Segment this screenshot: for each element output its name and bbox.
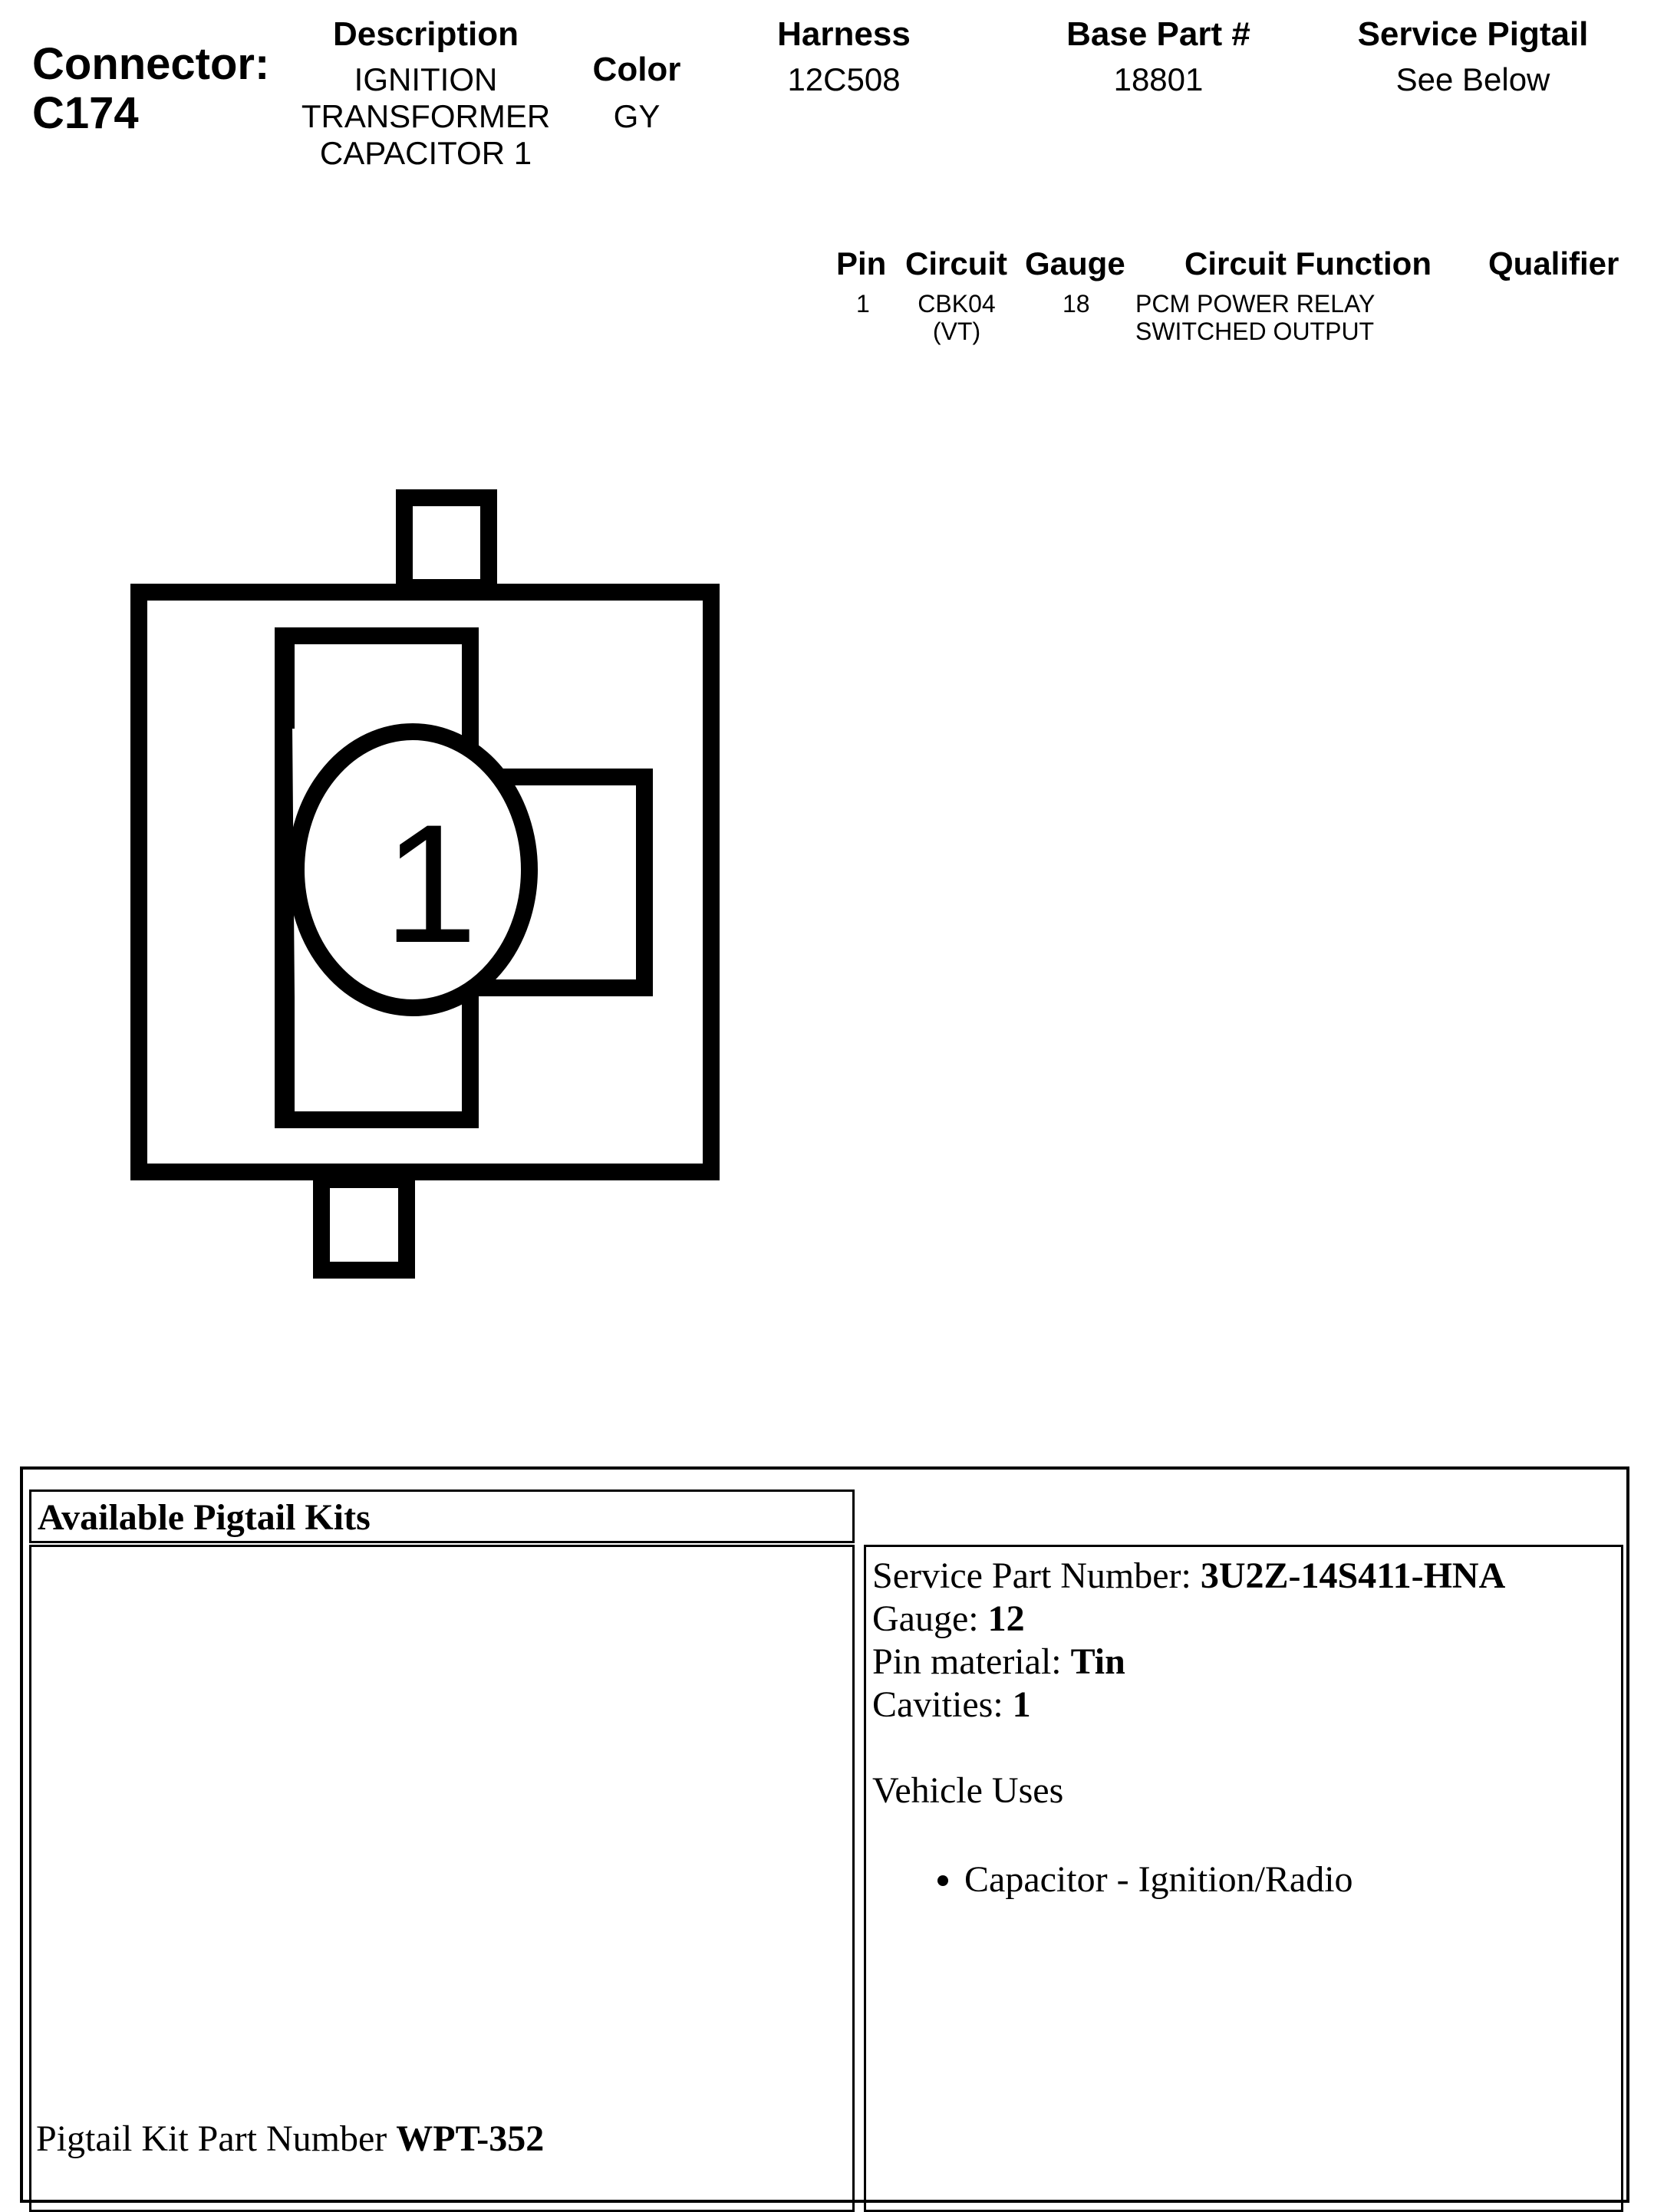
service-part-number: 3U2Z-14S411-HNA	[1200, 1555, 1506, 1596]
color-header: Color	[592, 51, 681, 88]
description-header: Description	[332, 15, 519, 53]
pin-row-function-line-2: SWITCHED OUTPUT	[1135, 318, 1375, 345]
cavities-line	[872, 1684, 1505, 1726]
kits-right-cell	[864, 1545, 1623, 2212]
description-line-1: IGNITION	[354, 61, 498, 97]
gauge-value: 12	[987, 1598, 1025, 1639]
gauge-header: Gauge	[1025, 245, 1125, 281]
pin-material-label: Pin material:	[872, 1641, 1071, 1682]
circuit-function-header: Circuit Function	[1184, 245, 1432, 281]
pin-row-gauge: 18	[1063, 290, 1090, 318]
color-value: GY	[613, 98, 661, 134]
cavities-label: Cavities:	[872, 1684, 1013, 1725]
pigtail-kit-label: Pigtail Kit Part Number	[36, 2118, 397, 2159]
pin-row-circuit-code: CBK04	[918, 290, 996, 318]
gauge-label: Gauge:	[872, 1598, 988, 1639]
kits-title-cell	[29, 1489, 855, 1543]
base-part-header: Base Part #	[1066, 15, 1250, 53]
pin-material-value: Tin	[1070, 1641, 1125, 1682]
connector-label: Connector:	[32, 39, 270, 89]
gauge-line	[872, 1598, 1505, 1641]
pin-row-function-line-1: PCM POWER RELAY	[1135, 290, 1376, 318]
pin-header: Pin	[836, 245, 887, 281]
pin-row-function	[1135, 290, 1375, 345]
pin-row-circuit	[905, 290, 1008, 345]
harness-value: 12C508	[787, 61, 901, 97]
circuit-header: Circuit	[905, 245, 1008, 281]
cavities-value: 1	[1012, 1684, 1031, 1725]
pin-number-1: 1	[384, 789, 478, 978]
pigtail-kit-number: WPT-352	[396, 2118, 545, 2159]
bottom-latch	[321, 1180, 407, 1270]
pigtail-kits-table	[20, 1466, 1629, 2203]
pin-material-line	[872, 1641, 1505, 1684]
vehicle-use-item: • Capacitor - Ignition/Radio	[964, 1858, 1505, 1901]
description-line-3: CAPACITOR 1	[319, 135, 532, 171]
kit-details	[872, 1555, 1505, 1901]
service-part-number-line	[872, 1555, 1505, 1598]
base-part-value: 18801	[1113, 61, 1204, 97]
vehicle-uses-label: Vehicle Uses	[872, 1770, 1064, 1811]
service-pigtail-header: Service Pigtail	[1357, 15, 1589, 53]
pigtail-kit-part-number	[36, 2118, 544, 2161]
kits-title: Available Pigtail Kits	[38, 1497, 371, 1538]
qualifier-header: Qualifier	[1488, 245, 1619, 281]
service-part-label: Service Part Number:	[872, 1555, 1201, 1596]
description-line-2: TRANSFORMER	[301, 98, 551, 134]
connector-face-diagram	[0, 0, 767, 1304]
kits-left-cell	[29, 1545, 855, 2212]
top-latch	[404, 498, 489, 588]
pin-row-pin: 1	[856, 290, 870, 318]
pin-row-circuit-color: (VT)	[932, 318, 981, 345]
service-pigtail-value: See Below	[1395, 61, 1550, 97]
harness-header: Harness	[777, 15, 911, 53]
connector-id: C174	[32, 88, 139, 138]
vehicle-uses-list	[872, 1858, 1505, 1901]
